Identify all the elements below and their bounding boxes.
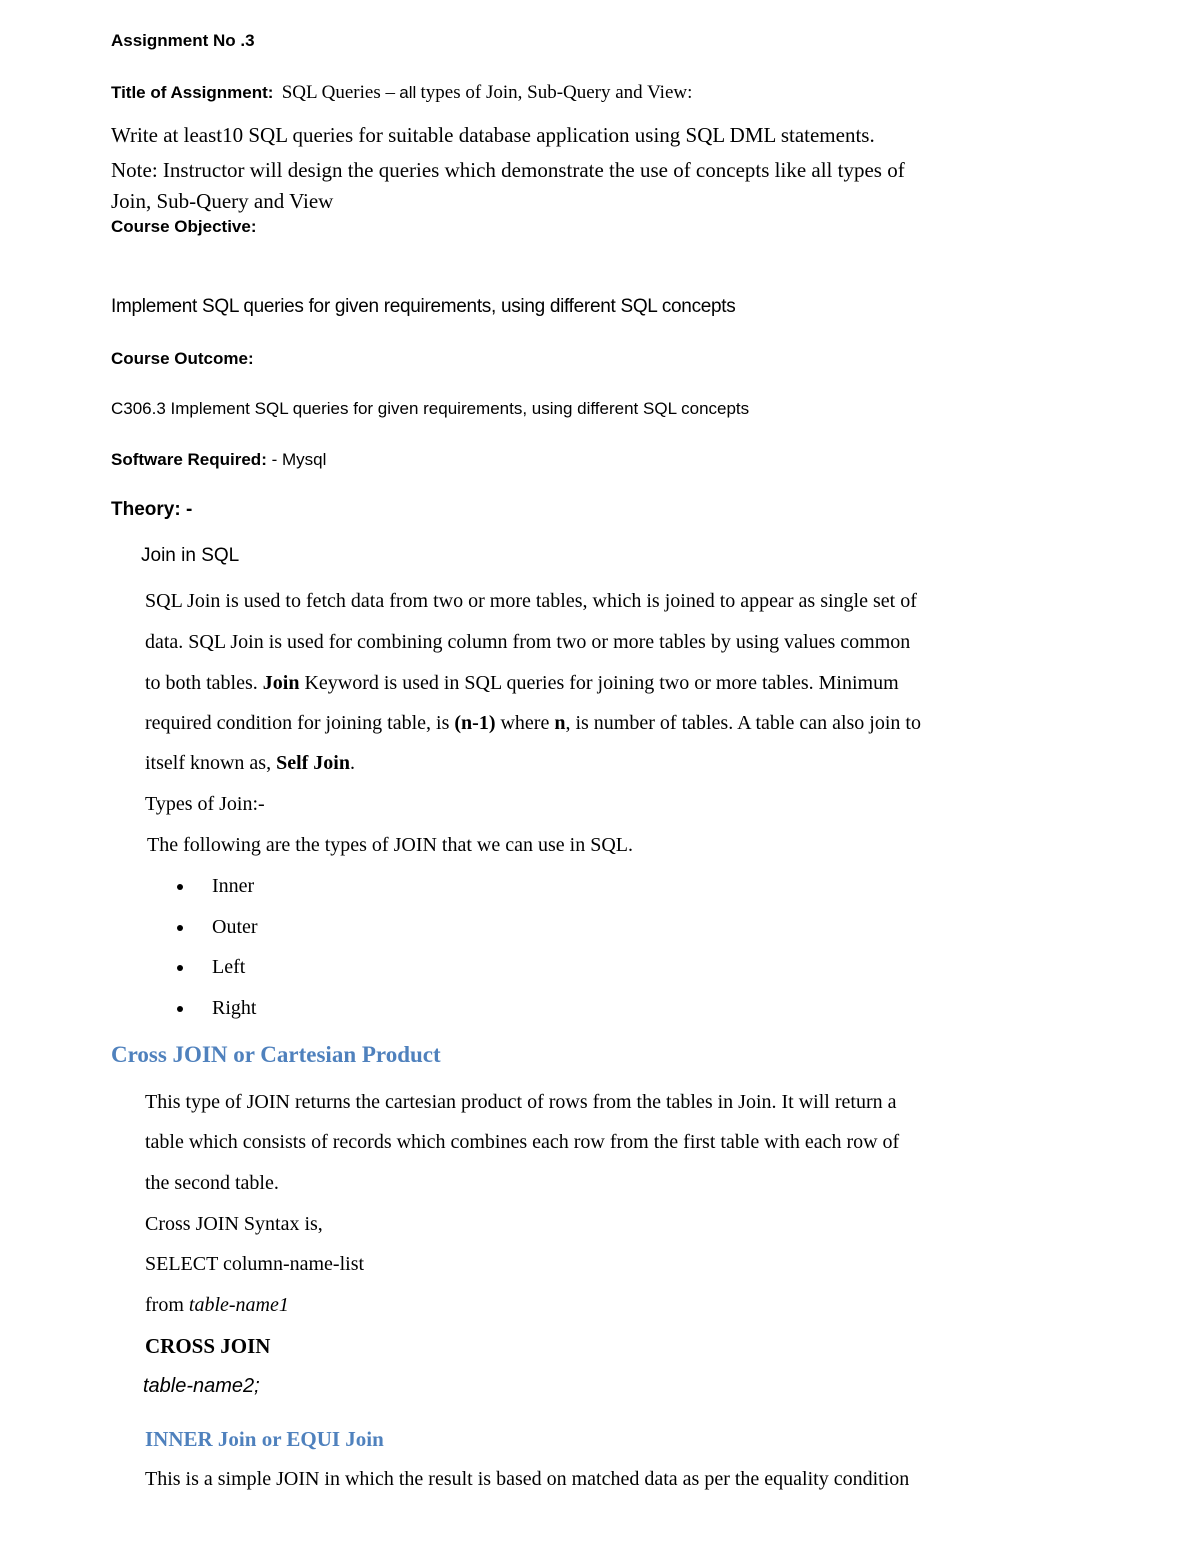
bullet-icon xyxy=(177,884,183,890)
assignment-title xyxy=(111,82,692,104)
cross-join-line-1: This type of JOIN returns the cartesian product of rows from the tables in Join. It will return a xyxy=(145,1091,897,1113)
inner-join-heading: INNER Join or EQUI Join xyxy=(145,1427,384,1451)
title-part2: all xyxy=(399,83,417,102)
theory-para-line-4 xyxy=(145,712,921,735)
text-run: itself known as, xyxy=(145,752,277,774)
software-label: Software Required: xyxy=(111,450,267,469)
course-outcome-text: C306.3 Implement SQL queries for given requirements, using different SQL concepts xyxy=(111,399,750,418)
n-minus-1: (n-1) xyxy=(454,712,496,734)
n-variable: n xyxy=(554,712,566,734)
problem-line-2: Note: Instructor will design the queries which demonstrate the use of concepts like all types of xyxy=(111,158,905,182)
text-run: . xyxy=(350,752,355,774)
self-join-term: Self Join xyxy=(276,752,350,774)
theory-para-line-2: data. SQL Join is used for combining column from two or more tables by using values common xyxy=(145,631,911,653)
types-of-join-label: Types of Join:- xyxy=(145,793,265,815)
text-run: to both tables. xyxy=(145,672,263,694)
inner-join-line-1: This is a simple JOIN in which the result is based on matched data as per the equality condition xyxy=(145,1468,910,1490)
cross-join-heading: Cross JOIN or Cartesian Product xyxy=(111,1042,441,1067)
bullet-icon xyxy=(177,965,183,971)
bullet-icon xyxy=(177,925,183,931)
text-run: where xyxy=(495,712,555,734)
title-part1: SQL Queries – xyxy=(281,82,395,103)
title-part3: types of Join, Sub-Query and View: xyxy=(420,82,693,103)
course-outcome-heading: Course Outcome: xyxy=(111,349,254,368)
assignment-number: Assignment No .3 xyxy=(111,31,255,50)
cross-join-syntax-label: Cross JOIN Syntax is, xyxy=(145,1213,323,1235)
cross-join-line-2: table which consists of records which combines each row from the first table with each row of xyxy=(145,1131,900,1153)
text-run: , is number of tables. A table can also join to xyxy=(565,712,921,734)
list-item: Right xyxy=(212,997,257,1019)
software-required xyxy=(111,450,326,470)
syntax-table-name-2: table-name2; xyxy=(143,1375,260,1397)
theory-para-line-1: SQL Join is used to fetch data from two or more tables, which is joined to appear as single set of xyxy=(145,590,917,612)
bullet-icon xyxy=(177,1006,183,1012)
theory-heading: Theory: - xyxy=(111,499,193,520)
theory-para-line-5 xyxy=(145,752,355,775)
cross-join-line-3: the second table. xyxy=(145,1172,279,1194)
syntax-select-line: SELECT column-name-list xyxy=(145,1253,365,1275)
list-item: Outer xyxy=(212,916,258,938)
course-objective-text: Implement SQL queries for given requirements, using different SQL concepts xyxy=(111,296,736,317)
join-keyword: Join xyxy=(262,672,300,694)
course-objective-heading: Course Objective: xyxy=(111,217,257,236)
list-item: Left xyxy=(212,956,246,978)
text-run: from xyxy=(145,1294,189,1316)
syntax-cross-join-keyword: CROSS JOIN xyxy=(145,1334,271,1358)
text-run: required condition for joining table, is xyxy=(145,712,455,734)
text-run: Keyword is used in SQL queries for joining two or more tables. Minimum xyxy=(299,672,899,694)
title-label: Title of Assignment: xyxy=(111,83,274,102)
syntax-from-line xyxy=(145,1294,289,1317)
problem-line-1: Write at least10 SQL queries for suitable database application using SQL DML statements. xyxy=(111,123,875,147)
list-item: Inner xyxy=(212,875,255,897)
software-value: - Mysql xyxy=(266,450,327,469)
join-in-sql-subheading: Join in SQL xyxy=(141,545,240,566)
table-name-1: table-name1 xyxy=(188,1294,289,1316)
types-of-join-intro: The following are the types of JOIN that we can use in SQL. xyxy=(147,834,633,856)
problem-line-3: Join, Sub-Query and View xyxy=(111,189,334,213)
theory-para-line-3 xyxy=(145,672,899,695)
